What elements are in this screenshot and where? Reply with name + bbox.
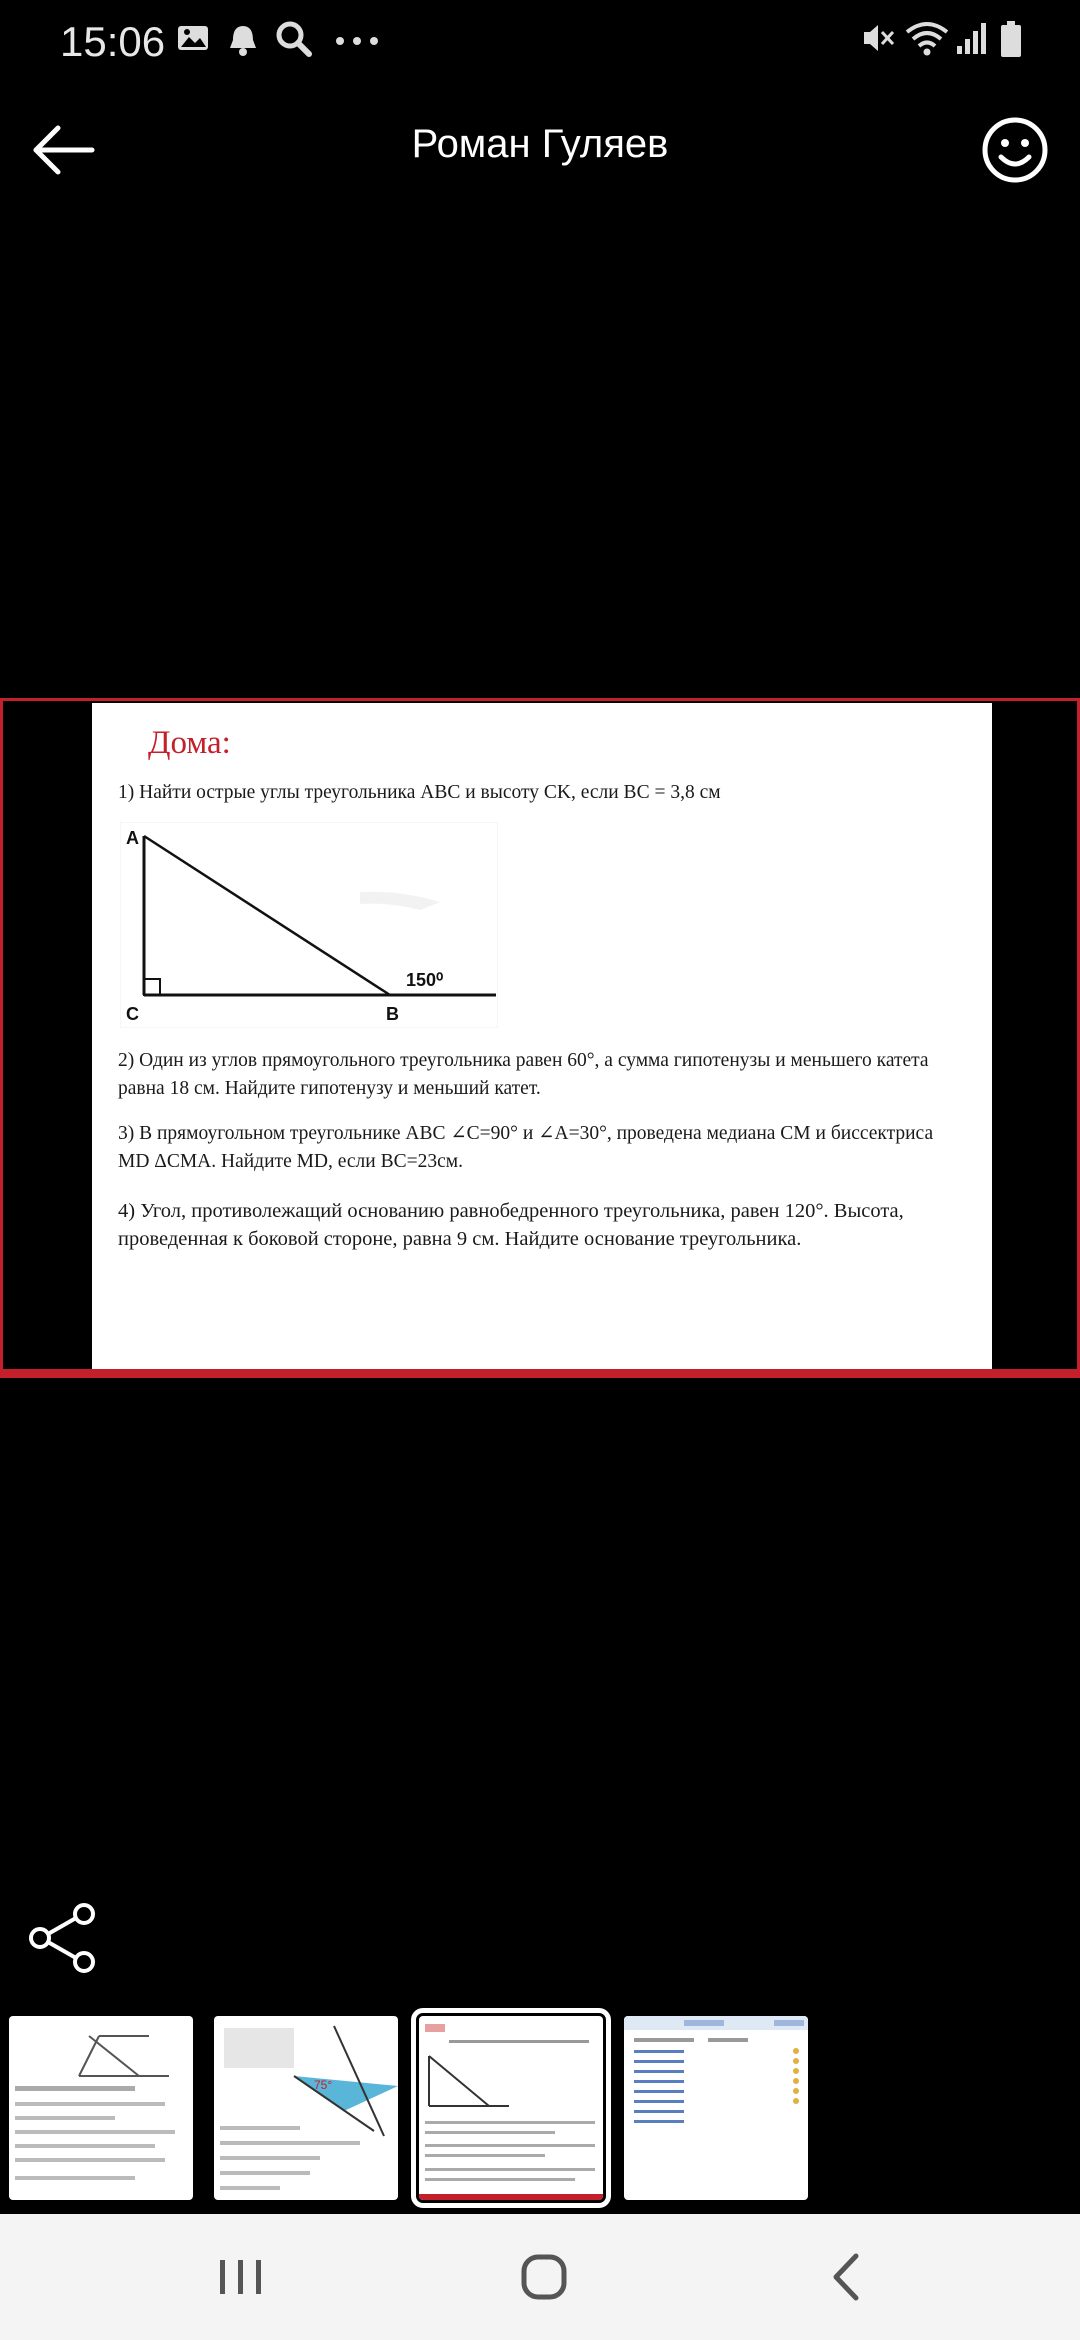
homework-document bbox=[92, 703, 992, 1369]
chat-header bbox=[0, 100, 1080, 200]
status-bar bbox=[0, 0, 1080, 84]
task-4: 4) Угол, противолежащий основанию равнобедренного треугольника, равен 120°. Высота, проведенная к боковой стороне, равна 9 см. Найдите основание треугольника. bbox=[118, 1200, 904, 1250]
mute-icon bbox=[860, 20, 896, 56]
system-nav-bar bbox=[0, 2214, 1080, 2340]
alarm-icon bbox=[225, 20, 261, 60]
status-time: 15:06 bbox=[60, 18, 166, 65]
share-icon[interactable] bbox=[26, 1900, 102, 1976]
thumbnail-1[interactable] bbox=[9, 2016, 193, 2200]
battery-icon bbox=[1000, 20, 1022, 58]
task-1: 1) Найти острые углы треугольника ABC и высоту CK, если BC = 3,8 см bbox=[118, 782, 721, 803]
wifi-icon bbox=[905, 20, 949, 58]
vertex-b-label: B bbox=[386, 1004, 399, 1024]
signal-icon bbox=[955, 20, 989, 56]
svg-text:75°: 75° bbox=[314, 2078, 333, 2092]
thumbnail-4[interactable] bbox=[624, 2016, 808, 2200]
image-icon bbox=[175, 20, 211, 56]
back-nav-icon[interactable] bbox=[812, 2242, 882, 2312]
more-icon bbox=[335, 36, 379, 46]
shared-image-frame[interactable] bbox=[0, 698, 1080, 1378]
chat-title: Роман Гуляев bbox=[411, 122, 669, 166]
recent-apps-icon[interactable] bbox=[206, 2242, 276, 2312]
search-icon bbox=[275, 20, 313, 58]
thumbnail-2[interactable] bbox=[214, 2016, 398, 2200]
doc-heading: Дома: bbox=[148, 725, 231, 761]
vertex-c-label: C bbox=[126, 1004, 139, 1024]
triangle-diagram bbox=[120, 822, 498, 1028]
thumbnail-strip bbox=[0, 2010, 1080, 2210]
smiley-icon[interactable] bbox=[980, 115, 1050, 185]
home-icon[interactable] bbox=[509, 2242, 579, 2312]
angle-label: 150⁰ bbox=[406, 970, 444, 990]
vertex-a-label: A bbox=[126, 828, 139, 848]
thumbnail-3-selected[interactable] bbox=[419, 2016, 603, 2200]
task-2: 2) Один из углов прямоугольного треугольника равен 60°, а сумма гипотенузы и меньшего катета равна 18 см. Найдите гипотенузу и меньший катет. bbox=[118, 1050, 929, 1099]
task-3: 3) В прямоугольном треугольнике ABC ∠C=90° и ∠A=30°, проведена медиана CM и биссектриса MD ΔCMA. Найдите MD, если BC=23см. bbox=[118, 1123, 934, 1172]
